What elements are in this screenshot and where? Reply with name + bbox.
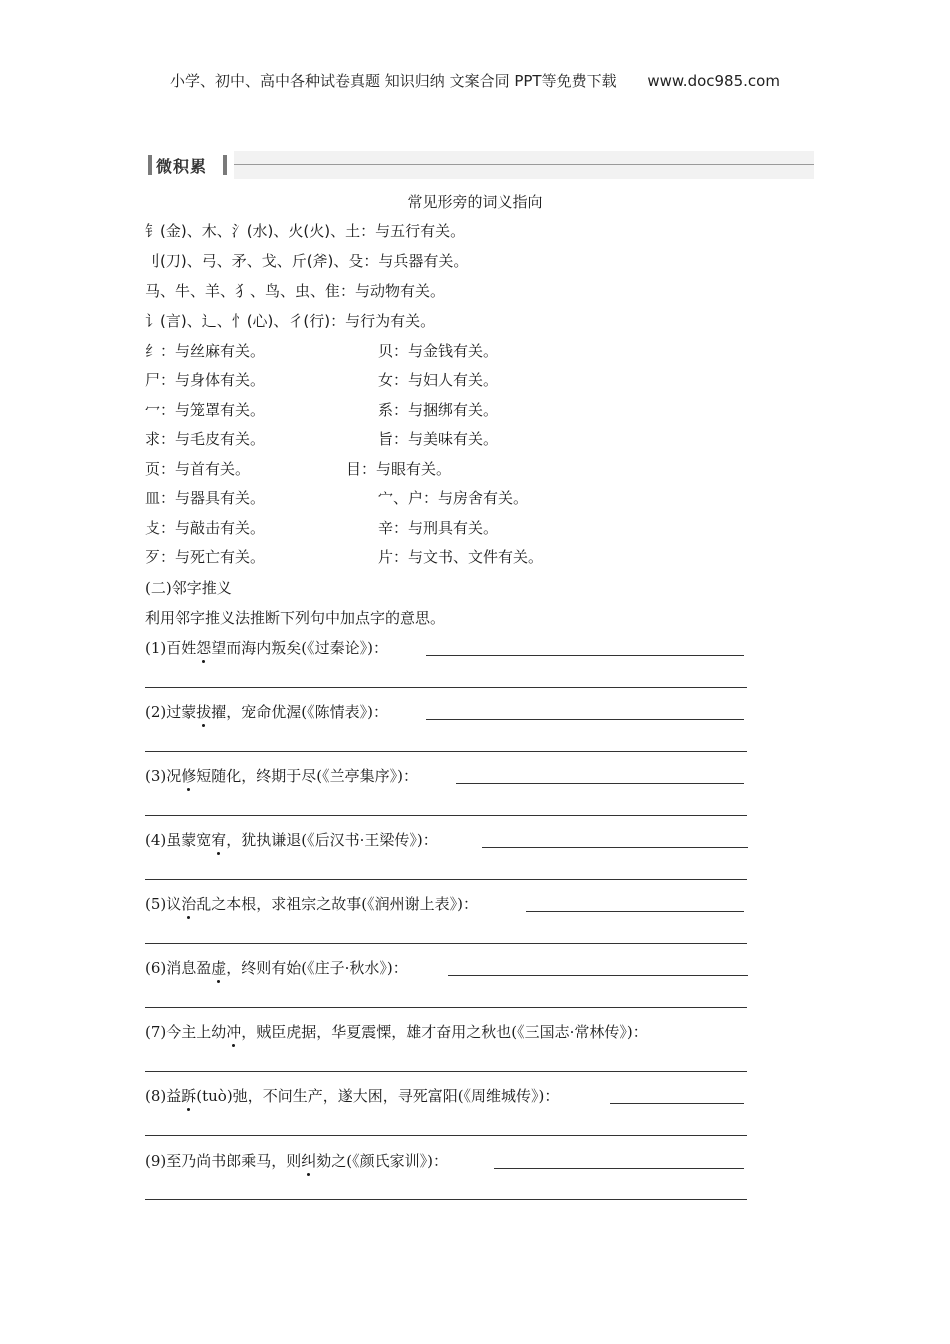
radical-pair-right: 辛：与刑具有关。 <box>378 519 499 537</box>
radical-pair-right: 贝：与金钱有关。 <box>378 342 499 360</box>
header-site[interactable]: www.doc985.com <box>647 72 780 90</box>
radical-pair-right: 旨：与美味有关。 <box>378 430 499 448</box>
answer-blank-line[interactable] <box>145 1135 747 1136</box>
radical-pair-right: 系：与捆绑有关。 <box>378 401 499 419</box>
radical-line: 钅(金)、木、氵(水)、火(火)、土：与五行有关。 <box>145 222 466 240</box>
section-title: 常见形旁的词义指向 <box>407 193 543 211</box>
answer-blank-inline[interactable] <box>482 846 748 848</box>
answer-blank-line[interactable] <box>145 943 747 944</box>
question-4: (4)虽蒙宽宥，犹执谦退(《后汉书·王梁传》)： <box>145 831 438 849</box>
dotted-character: 冲 <box>226 1023 242 1041</box>
answer-blank-line[interactable] <box>145 815 747 816</box>
answer-blank-line[interactable] <box>145 879 747 880</box>
dotted-character: 修 <box>181 767 197 785</box>
question-1: (1)百姓怨望而海内叛矣(《过秦论》)： <box>145 639 388 657</box>
radical-pair-right: 宀、户：与房舍有关。 <box>378 489 529 507</box>
instruction-text: 利用邻字推义法推断下列句中加点字的意思。 <box>145 609 446 627</box>
radical-line: 刂(刀)、弓、矛、戈、斤(斧)、殳：与兵器有关。 <box>145 252 469 270</box>
radical-pair-left: 歹：与死亡有关。 <box>145 548 266 566</box>
answer-blank-line[interactable] <box>145 687 747 688</box>
dotted-character: 虚 <box>211 959 227 977</box>
banner-title: 微积累 <box>156 157 208 176</box>
answer-blank-line[interactable] <box>145 1199 747 1200</box>
header-text: 小学、初中、高中各种试卷真题 知识归纳 文案合同 PPT等免费下载 <box>170 72 617 90</box>
radical-line: 马、牛、羊、犭、鸟、虫、隹：与动物有关。 <box>145 282 446 300</box>
question-9: (9)至乃尚书郎乘马，则纠劾之(《颜氏家训》)： <box>145 1152 448 1170</box>
answer-blank-line[interactable] <box>145 1007 747 1008</box>
dotted-character: 拔 <box>196 703 212 721</box>
radical-pair-left: 攴：与敲击有关。 <box>145 519 266 537</box>
question-7: (7)今主上幼冲，贼臣虎据，华夏震慄，雄才奋用之秋也(《三国志·常林传》)： <box>145 1023 648 1041</box>
subsection-title: (二)邻字推义 <box>145 579 232 597</box>
radical-pair-right: 女：与妇人有关。 <box>378 371 499 389</box>
dotted-character: 纠 <box>301 1152 317 1170</box>
dotted-character: 跅 <box>181 1087 197 1105</box>
answer-blank-inline[interactable] <box>494 1167 744 1169</box>
section-banner <box>148 151 814 179</box>
banner-rule-background <box>234 151 814 179</box>
answer-blank-inline[interactable] <box>426 654 744 656</box>
radical-line: 讠(言)、辶、忄(心)、彳(行)：与行为有关。 <box>145 312 436 330</box>
answer-blank-line[interactable] <box>145 751 747 752</box>
question-5: (5)议治乱之本根，求祖宗之故事(《润州谢上表》)： <box>145 895 478 913</box>
answer-blank-inline[interactable] <box>448 974 748 976</box>
answer-blank-inline[interactable] <box>456 782 744 784</box>
radical-pair-right: 目：与眼有关。 <box>346 460 452 478</box>
radical-pair-left: 求：与毛皮有关。 <box>145 430 266 448</box>
answer-blank-line[interactable] <box>145 1071 747 1072</box>
dotted-character: 怨 <box>196 639 212 657</box>
radical-pair-left: 冖：与笼罩有关。 <box>145 401 266 419</box>
radical-pair-left: 尸：与身体有关。 <box>145 371 266 389</box>
question-8: (8)益跅(tuò)弛，不问生产，遂大困，寻死富阳(《周维城传》)： <box>145 1087 560 1105</box>
radical-pair-left: 页：与首有关。 <box>145 460 251 478</box>
question-2: (2)过蒙拔擢，宠命优渥(《陈情表》)： <box>145 703 388 721</box>
answer-blank-inline[interactable] <box>426 718 744 720</box>
question-3: (3)况修短随化，终期于尽(《兰亭集序》)： <box>145 767 418 785</box>
dotted-character: 治 <box>181 895 197 913</box>
dotted-character: 宥 <box>211 831 227 849</box>
banner-bar-right <box>223 155 227 175</box>
radical-pair-right: 片：与文书、文件有关。 <box>378 548 544 566</box>
banner-bar-left <box>148 155 152 175</box>
page-header <box>0 70 950 91</box>
radical-pair-left: 皿：与器具有关。 <box>145 489 266 507</box>
banner-rule <box>234 164 814 165</box>
radical-pair-left: 纟：与丝麻有关。 <box>145 342 266 360</box>
answer-blank-inline[interactable] <box>526 910 744 912</box>
question-6: (6)消息盈虚，终则有始(《庄子·秋水》)： <box>145 959 408 977</box>
answer-blank-inline[interactable] <box>610 1102 744 1104</box>
